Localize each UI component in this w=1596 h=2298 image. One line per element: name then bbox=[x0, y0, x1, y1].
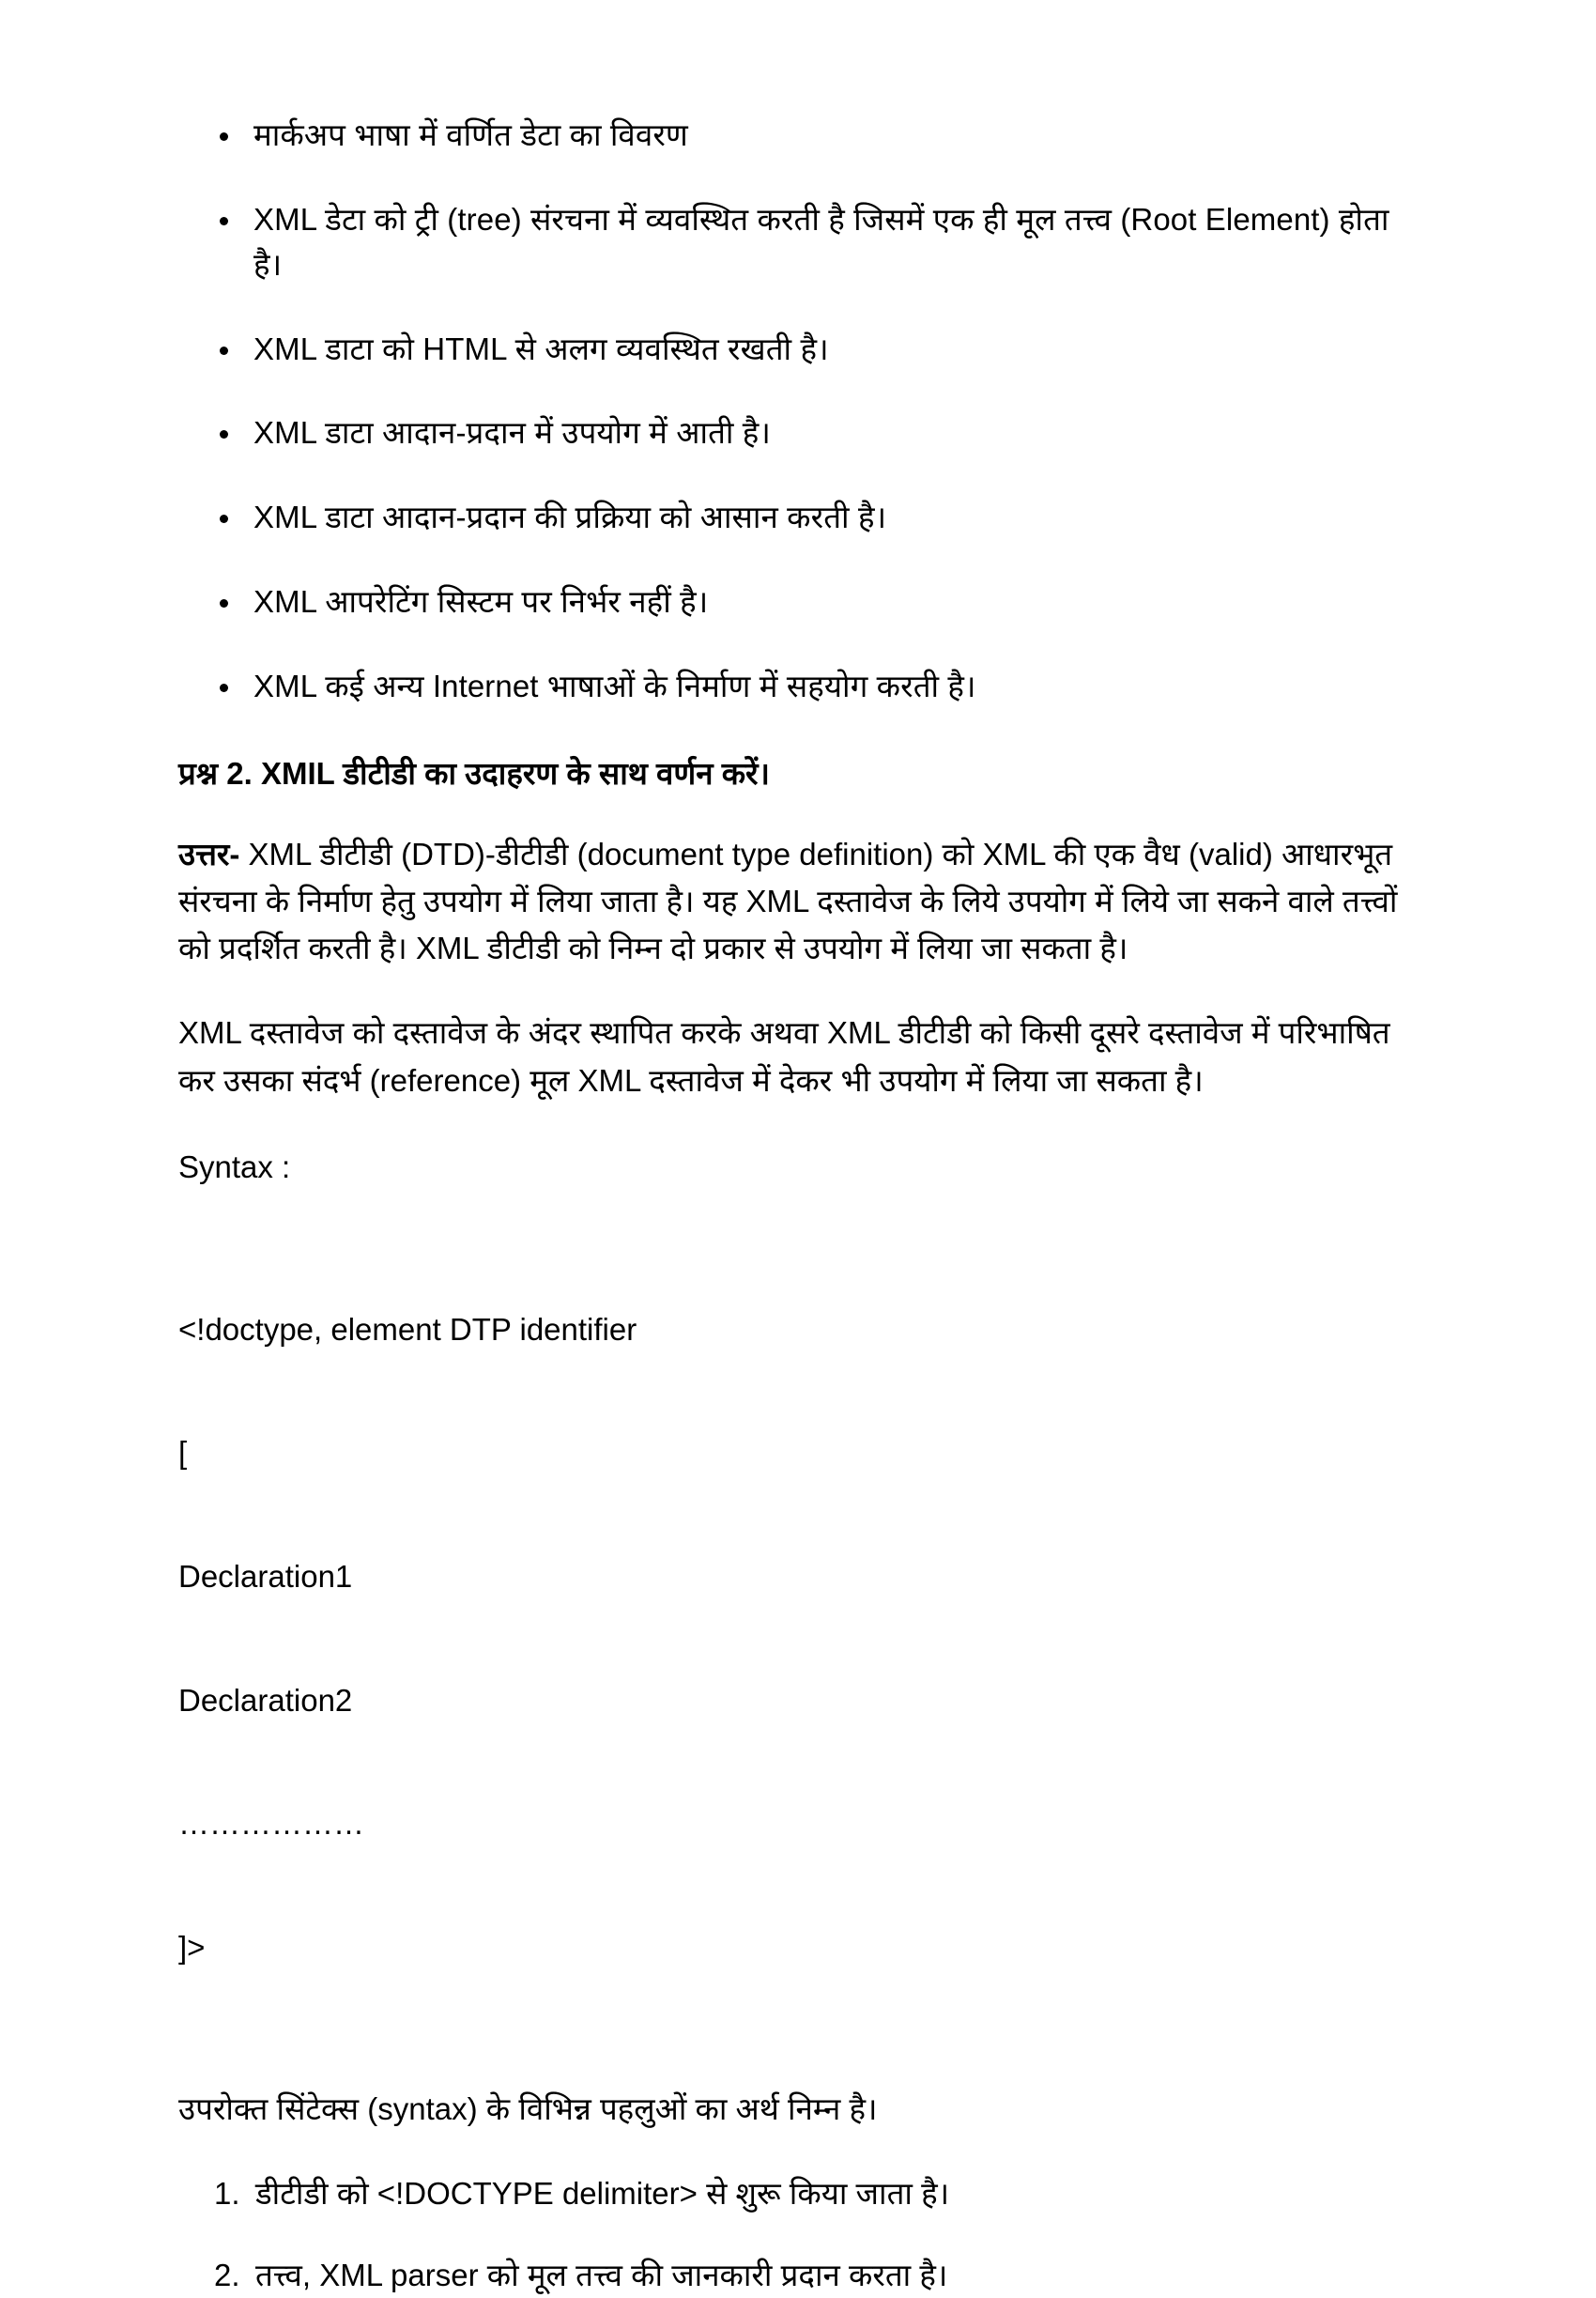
bullet-text: XML आपरेटिंग सिस्टम पर निर्भर नहीं है। bbox=[253, 584, 709, 620]
answer-paragraph-1-text: XML डीटीडी (DTD)-डीटीडी (document type definition) को XML की एक वैध (valid) आधारभूत संरचना के निर्माण हेतु उपयोग में लिया जाता है। यह XML दस्तावेज के लिये उपयोग में लिये जा सकने वाले तत्त्वों को प्रदर्शित करती है। XML डीटीडी को निम्न दो प्रकार से उपयोग में लिया जा सकता है। bbox=[178, 836, 1398, 966]
syntax-explanation-list bbox=[178, 2171, 1418, 2298]
bullet-text: XML डाटा आदान-प्रदान की प्रक्रिया को आसान करती है। bbox=[253, 500, 887, 535]
code-line: Declaration1 bbox=[178, 1558, 353, 1594]
list-item-text: तत्त्व, XML parser को मूल तत्त्व की जानकारी प्रदान करता है। bbox=[255, 2258, 948, 2293]
answer-label: उत्तर- bbox=[178, 836, 240, 871]
list-item bbox=[178, 664, 1418, 709]
code-line: ]> bbox=[178, 1929, 206, 1965]
list-item bbox=[178, 2171, 1418, 2216]
question-heading: प्रश्न 2. XMIL डीटीडी का उदाहरण के साथ वर्णन करें। bbox=[178, 755, 771, 791]
code-line: Declaration2 bbox=[178, 1682, 353, 1718]
list-item-text: डीटीडी को <!DOCTYPE delimiter> से शुरू किया जाता है। bbox=[255, 2175, 950, 2211]
code-line: ……………… bbox=[178, 1806, 364, 1842]
code-line: [ bbox=[178, 1435, 188, 1471]
answer-paragraph-1 bbox=[178, 831, 1418, 972]
list-item bbox=[178, 2253, 1418, 2298]
list-item-number: 1. bbox=[214, 2175, 240, 2211]
bullet-text: XML कई अन्य Internet भाषाओं के निर्माण में सहयोग करती है। bbox=[253, 668, 976, 703]
bullet-text: XML डेटा को ट्री (tree) संरचना में व्यवस्थित करती है जिसमें एक ही मूल तत्त्व (Root Element) होता है। bbox=[253, 201, 1389, 282]
list-item bbox=[178, 410, 1418, 455]
list-item bbox=[178, 495, 1418, 540]
list-item bbox=[178, 327, 1418, 372]
syntax-label: Syntax : bbox=[178, 1149, 291, 1184]
code-line: <!doctype, element DTP identifier bbox=[178, 1311, 637, 1347]
list-item bbox=[178, 113, 1418, 158]
after-syntax-paragraph: उपरोक्त सिंटेक्स (syntax) के विभिन्न पहलुओं का अर्थ निम्न है। bbox=[178, 2091, 878, 2127]
xml-features-bullet-list bbox=[178, 113, 1418, 709]
bullet-text: XML डाटा को HTML से अलग व्यवस्थित रखती है। bbox=[253, 331, 829, 366]
document-content bbox=[178, 113, 1418, 2298]
list-item bbox=[178, 197, 1418, 287]
answer-paragraph-2: XML दस्तावेज को दस्तावेज के अंदर स्थापित करके अथवा XML डीटीडी को किसी दूसरे दस्तावेज में परिभाषित कर उसका संदर्भ (reference) मूल XML दस्तावेज में देकर भी उपयोग में लिया जा सकता है। bbox=[178, 1015, 1390, 1098]
bullet-text: मार्कअप भाषा में वर्णित डेटा का विवरण bbox=[253, 117, 688, 152]
syntax-code-block bbox=[178, 1226, 1418, 2051]
bullet-text: XML डाटा आदान-प्रदान में उपयोग में आती है। bbox=[253, 415, 772, 451]
list-item-number: 2. bbox=[214, 2258, 240, 2293]
list-item bbox=[178, 579, 1418, 625]
